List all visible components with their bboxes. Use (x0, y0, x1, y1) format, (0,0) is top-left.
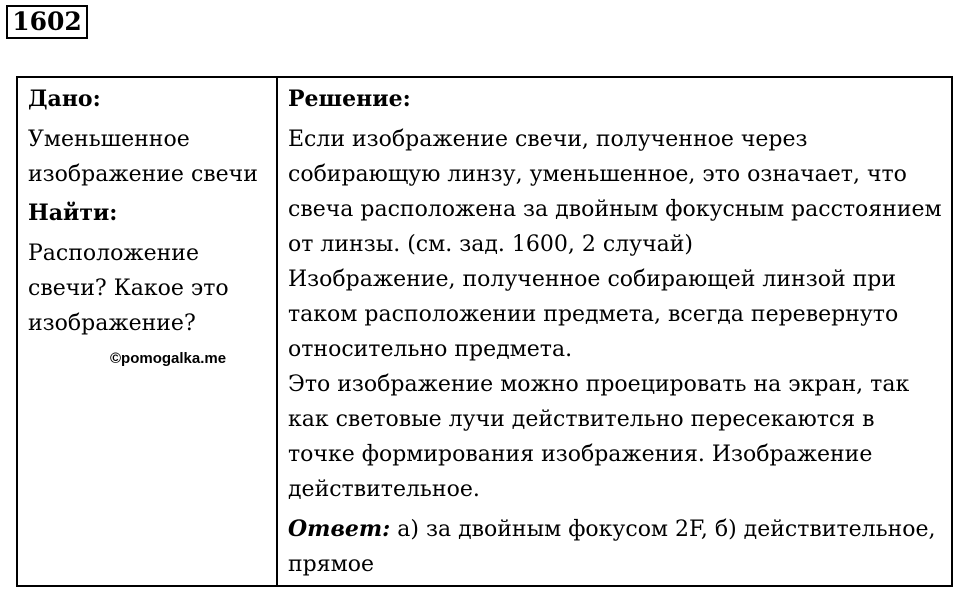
solution-heading: Решение: (288, 86, 411, 112)
problem-number: 1602 (6, 5, 88, 39)
solution-column (288, 82, 948, 582)
answer-text: а) за двойным фокусом 2F, б) действительное, прямое (288, 517, 936, 577)
given-heading: Дано: (28, 86, 101, 112)
given-column (28, 82, 268, 369)
solution-paragraph-3: Это изображение можно проецировать на экран, так как световые лучи действительно пересекаются в точке формирования изображения. Изображение действительное. (288, 372, 910, 502)
watermark: ©pomogalka.me (110, 350, 227, 367)
given-text: Уменьшенное изображение свечи (28, 127, 258, 187)
find-text: Расположение свечи? Какое это изображение? (28, 241, 229, 336)
find-heading: Найти: (28, 200, 118, 226)
solution-table (16, 76, 953, 587)
answer (288, 512, 948, 582)
column-divider (276, 78, 278, 585)
answer-label: Ответ: (288, 516, 391, 542)
solution-paragraph-2: Изображение, полученное собирающей линзой при таком расположении предмета, всегда перевернуто относительно предмета. (288, 267, 899, 362)
solution-paragraph-1: Если изображение свечи, полученное через собирающую линзу, уменьшенное, это означает, что свеча расположена за двойным фокусным расстоянием от линзы. (см. зад. 1600, 2 случай) (288, 127, 942, 257)
